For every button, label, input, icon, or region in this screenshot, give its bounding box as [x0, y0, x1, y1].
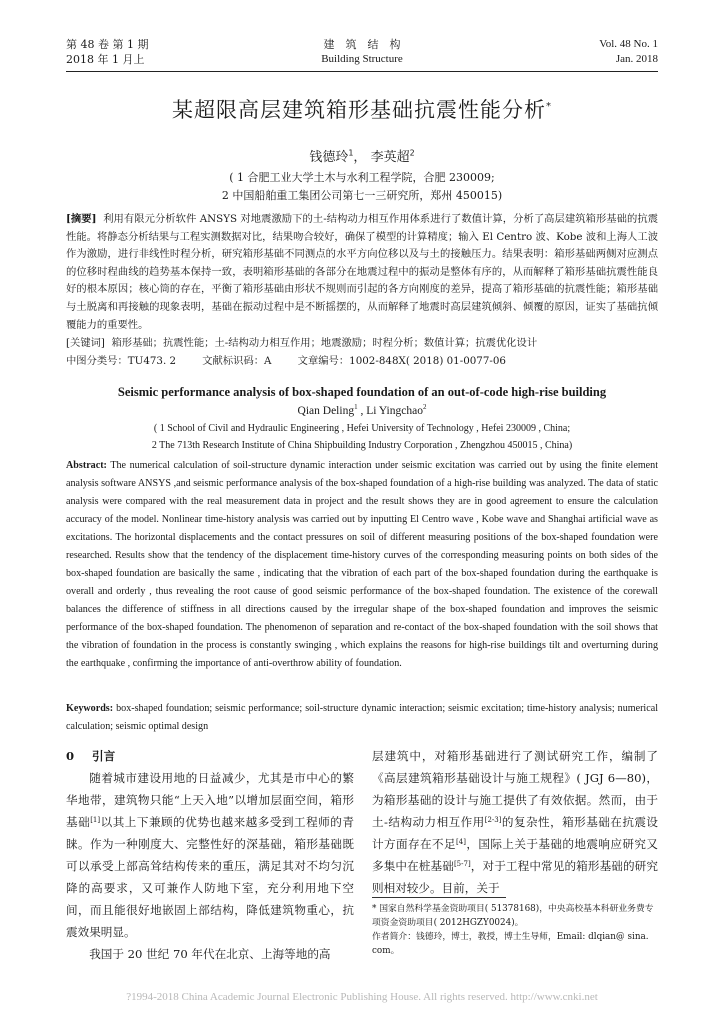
volume-issue-en: Vol. 48 No. 1 — [599, 38, 658, 50]
funding-note: * 国家自然科学基金资助项目( 51378168)，中央高校基本科研业务费专项资金资助项目( 2012HGZY0024)。 — [372, 904, 654, 928]
author-name: 李英超 — [370, 150, 410, 165]
title-footnote-mark: * — [546, 101, 552, 112]
author-affil-mark: 1 — [348, 148, 354, 158]
citation[interactable]: [2-3] — [484, 816, 502, 824]
en-author-name: Li Yingchao — [366, 404, 423, 417]
affiliation-2: 2 中国船舶重工集团公司第七一三研究所，郑州 450015) — [221, 189, 503, 202]
abstract-en-label: Abstract: — [66, 460, 107, 471]
article-number: 文章编号：1002-848X( 2018) 01-0077-06 — [297, 355, 506, 367]
abstract-en-text: The numerical calculation of soil-structure dynamic interaction under seismic excitation was carried out by using the finite element analysis software ANSYS ,and seismic performance analysis of the box-shaped foundation of a high-rise building was analyzed. The data of static analysis were compared with the real measurement data in project and the result shows they are in good agreement to ensure the calculation accuracy of the model. Nonlinear time-history analysis was carried out by inputting El Centro wave , Kobe wave and Shanghai artificial wave as excitations. The horizontal displacements and the contact pressures on soil of different measuring positions of the box-shaped foundation were researched. Results show that the tendency of the displacement time-history curves of the corresponding measuring points on both sides of the box-shaped foundation are basically the same , indicating that the vibration of each part of the box-shaped foundation during the earthquake is overall and orderly , thus revealing the root cause of good seismic performance of the box-shaped foundation. The existence of the corewall balances the difference of stiffness in all directions caused by the irregular shape of the box-shaped foundation and improves the seismic performance of the box-shaped foundation. The phenomenon of separation and re-contact of the box-shaped foundation with the soil shows that the vibration of foundation in the process is constantly swinging , which explains the reasons for high-rise buildings tilt and overturning during the earthquake , confirming the importance of anti-overthrow ability of foundation. — [66, 460, 658, 669]
body-text: 层建筑中，对箱形基础进行了测试研究工作，编制了《高层建筑箱形基础设计与施工规程》( JGJ 6—80)，为箱形基础的设计与施工提供了有效依据。然而，由于土-结构动力相互作用 — [372, 749, 658, 829]
author-name: 钱德玲 — [309, 150, 349, 165]
copyright-footer: ?1994-2018 China Academic Journal Electronic Publishing House. All rights reserved. http://www.cnki.net — [126, 991, 598, 1003]
paper-title — [66, 96, 658, 124]
affiliation-1: ( 1 合肥工业大学土木与水利工程学院，合肥 230009; — [229, 171, 495, 184]
keywords-cn — [66, 335, 658, 352]
en-affiliation-1: ( 1 School of Civil and Hydraulic Engineering , Hefei University of Technology , Hefei 230009 , China; — [153, 423, 571, 434]
en-author-separator: , — [357, 404, 367, 417]
citation[interactable]: [1] — [90, 816, 101, 824]
author-separator: ， — [353, 150, 367, 165]
body-text: 的复杂性，箱形基础在抗震设计方面存在不足 — [372, 815, 658, 851]
header-right — [599, 37, 658, 67]
header-center — [66, 37, 658, 67]
journal-name-cn: 建 筑 结 构 — [323, 38, 401, 51]
en-author-name: Qian Deling — [297, 404, 355, 417]
running-header — [66, 37, 658, 69]
body-text: ，对于工程中常见的箱形基础的研究则相对较少。目前，关于 — [372, 859, 658, 895]
issue-date-en: Jan. 2018 — [615, 53, 658, 65]
header-rule — [66, 71, 658, 72]
paper-title-text: 某超限高层建筑箱形基础抗震性能分析 — [172, 98, 546, 122]
author-bio-note: 作者简介：钱德玲，博士，教授，博士生导师，Email: dlqian@ sina. com。 — [372, 932, 649, 956]
volume-issue: 第 48 卷 第 1 期 — [66, 38, 149, 51]
author-affil-mark: 2 — [409, 148, 415, 158]
keywords-en-label: Keywords: — [66, 703, 114, 714]
en-author-affil-mark: 2 — [422, 403, 427, 411]
section-number: 0 — [66, 749, 75, 763]
english-title: Seismic performance analysis of box-shaped foundation of an out-of-code high-rise building — [117, 385, 607, 399]
footnotes — [372, 902, 658, 958]
section-title: 引言 — [92, 749, 116, 763]
keywords-en-text: box-shaped foundation; seismic performance; soil-structure dynamic interaction; seismic excitation; time-history analysis; numerical calculation; seismic optimal design — [66, 703, 659, 732]
en-author-affil-mark: 1 — [354, 403, 358, 411]
body-text: 以其上下兼顾的优势也越来越多受到工程师的青睐。作为一种刚度大、完整性好的深基础，箱形基础既可以承受上部高耸结构传来的重压，满足其对不均匀沉降的高要求，又可兼作人防地下室，充分利用地下空间，而且能很好地嵌固上部结构，降低建筑物重心，抗震效果明显。 — [66, 815, 354, 939]
journal-name-en: Building Structure — [321, 53, 403, 65]
abstract-cn-label: [摘要] — [66, 213, 97, 225]
body-right-column — [372, 745, 658, 899]
body-paragraph — [66, 767, 354, 943]
body-text: ，国际上关于基础的地震响应研究又多集中在桩基础 — [372, 837, 658, 873]
body-left-column — [66, 745, 354, 965]
classification-line — [66, 353, 658, 370]
abstract-en — [66, 457, 658, 673]
section-heading — [66, 745, 354, 767]
keywords-en — [66, 700, 658, 736]
keywords-cn-label: [关键词] — [66, 337, 105, 349]
abstract-cn-text: 利用有限元分析软件 ANSYS 对地震激励下的土-结构动力相互作用体系进行了数值计算，分析了高层建筑箱形基础的抗震性能。将静态分析结果与工程实测数据对比，结果吻合较好，确保了模型的计算精度；输入 El Centro 波、Kobe 波和上海人工波作为激励，进行非线性时程分析，研究箱形基础不同测点的水平方向位移以及与土的接触压力。结果表明：箱形基础两侧对应测点的位移时程曲线的趋势基本保持一致，表明箱形基础的各部分在地震过程中的振动是整体有序的，从而解释了箱形基础抗震性能良好的根本原因；核心筒的存在，平衡了箱形基础由形状不规则而引起的各方向刚度的差异，提高了箱形基础的抗震性能；箱形基础与土脱离和再接触的现象表明，基础在振动过程中是不断摇摆的，从而解释了地震时高层建筑倾斜、倾覆的原因，证实了基础抗倾覆能力的重要性。 — [66, 213, 659, 331]
body-text: 我国于 20 世纪 70 年代在北京、上海等地的高 — [89, 947, 331, 961]
issue-date-cn: 2018 年 1 月上 — [66, 53, 145, 66]
keywords-cn-text: 箱形基础；抗震性能；土-结构动力相互作用；地震激励；时程分析；数值计算；抗震优化设计 — [111, 337, 538, 349]
citation[interactable]: [5-7] — [453, 860, 471, 868]
body-text: 随着城市建设用地的日益减少，尤其是市中心的繁华地带，建筑物只能“上天入地”以增加层面空间，箱形基础 — [66, 771, 354, 829]
abstract-cn — [66, 211, 658, 334]
authors — [66, 146, 658, 165]
body-paragraph — [372, 745, 658, 899]
body-paragraph — [66, 943, 354, 965]
clc-number: 中图分类号：TU473. 2 — [66, 355, 177, 367]
citation[interactable]: [4] — [456, 838, 466, 846]
english-authors — [66, 403, 658, 417]
footnote-rule — [372, 897, 506, 898]
document-code: 文献标识码：A — [202, 355, 272, 367]
en-affiliation-2: 2 The 713th Research Institute of China Shipbuilding Industry Corporation , Zhengzhou 450015 , China) — [151, 440, 573, 451]
